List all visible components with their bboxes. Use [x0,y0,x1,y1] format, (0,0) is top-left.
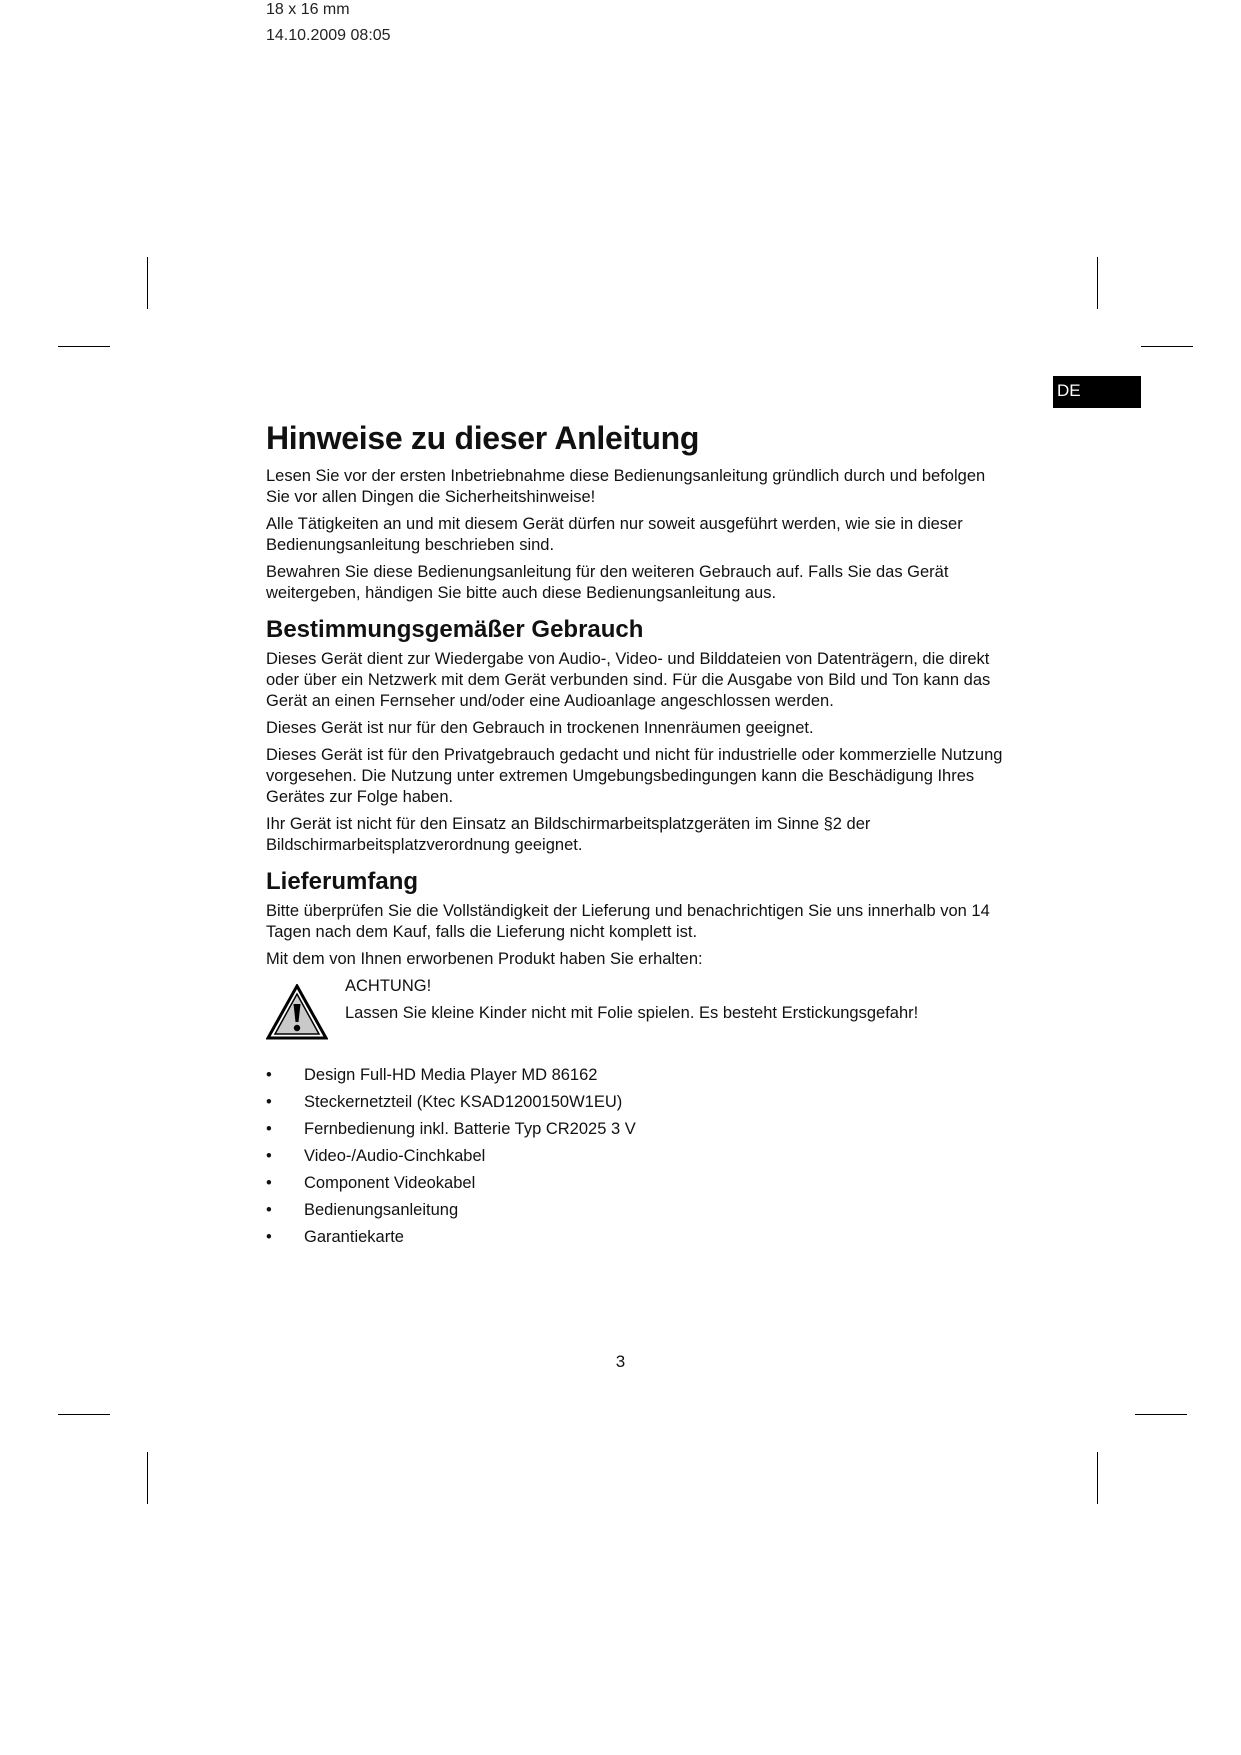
language-tab: DE [1053,376,1141,408]
list-item [266,1197,1011,1224]
list-item [266,1224,1011,1251]
section-title-hinweise: Hinweise zu dieser Anleitung [266,420,700,456]
paragraph: Alle Tätigkeiten an und mit diesem Gerät dürfen nur soweit ausgeführt werden, wie sie in dieser Bedienungsanleitung beschrieben sind. [266,515,963,554]
warning-message: Lassen Sie kleine Kinder nicht mit Folie spielen. Es besteht Erstickungsgefahr! [345,1004,919,1022]
bullet: • [266,1120,272,1138]
list-item-text: Component Videokabel [304,1174,476,1192]
bullet: • [266,1201,272,1219]
section-title-lieferumfang: Lieferumfang [266,868,419,895]
crop-mark-bottom-right-vertical [1097,1452,1098,1504]
delivery-list [266,1062,1011,1251]
paragraph: Dieses Gerät ist nur für den Gebrauch in trockenen Innenräumen geeignet. [266,719,814,737]
warning-heading: ACHTUNG! [345,977,432,995]
list-item [266,1062,1011,1089]
warning-triangle-icon [266,984,328,1040]
list-item [266,1089,1011,1116]
bullet: • [266,1228,272,1246]
bullet: • [266,1174,272,1192]
list-item-text: Design Full-HD Media Player MD 86162 [304,1066,598,1084]
crop-mark-bottom-left-vertical [147,1452,148,1504]
list-item [266,1143,1011,1170]
paragraph: Bewahren Sie diese Bedienungsanleitung für den weiteren Gebrauch auf. Falls Sie das Gerät weitergeben, händigen Sie bitte auch diese Bedienungsanleitung aus. [266,563,949,602]
section-title-gebrauch: Bestimmungsgemäßer Gebrauch [266,616,644,643]
list-item [266,1116,1011,1143]
print-format: 18 x 16 mm [266,1,350,18]
paragraph: Ihr Gerät ist nicht für den Einsatz an Bildschirmarbeitsplatzgeräten im Sinne §2 der Bildschirmarbeitsplatzverordnung geeignet. [266,815,871,854]
list-item [266,1170,1011,1197]
bullet: • [266,1093,272,1111]
paragraph: Dieses Gerät ist für den Privatgebrauch gedacht und nicht für industrielle oder kommerzielle Nutzung vorgesehen. Die Nutzung unter extremen Umgebungsbedingungen kann die Beschädigung Ihres Gerätes zur Folge haben. [266,746,1003,806]
list-item-text: Bedienungsanleitung [304,1201,459,1219]
paragraph: Dieses Gerät dient zur Wiedergabe von Audio-, Video- und Bilddateien von Datenträgern, die direkt oder über ein Netzwerk mit dem Gerät verbunden sind. Für die Ausgabe von Bild und Ton kann das Gerät an einen Fernseher und/oder eine Audioanlage angeschlossen werden. [266,650,991,710]
list-item-text: Steckernetzteil (Ktec KSAD1200150W1EU) [304,1093,623,1111]
list-item-text: Video-/Audio-Cinchkabel [304,1147,486,1165]
page-number: 3 [615,1352,626,1371]
crop-mark-top-left-vertical [147,257,148,309]
page-content [266,418,1011,1251]
crop-mark-bottom-left-horizontal [58,1414,110,1415]
list-item-text: Fernbedienung inkl. Batterie Typ CR2025 3 V [304,1120,636,1138]
paragraph: Bitte überprüfen Sie die Vollständigkeit der Lieferung und benachrichtigen Sie uns innerhalb von 14 Tagen nach dem Kauf, falls die Lieferung nicht komplett ist. [266,902,990,941]
crop-mark-top-right-vertical [1097,257,1098,309]
bullet: • [266,1147,272,1165]
bullet: • [266,1066,272,1084]
paragraph: Mit dem von Ihnen erworbenen Produkt haben Sie erhalten: [266,950,703,968]
warning-text [345,976,918,1030]
crop-mark-bottom-right-horizontal [1135,1414,1187,1415]
warning-block [266,976,1011,1048]
paragraph: Lesen Sie vor der ersten Inbetriebnahme diese Bedienungsanleitung gründlich durch und befolgen Sie vor allen Dingen die Sicherheitshinweise! [266,467,986,506]
list-item-text: Garantiekarte [304,1228,404,1246]
print-datetime: 14.10.2009 08:05 [266,27,391,44]
crop-mark-top-right-horizontal [1141,346,1193,347]
crop-mark-top-left-horizontal [58,346,110,347]
